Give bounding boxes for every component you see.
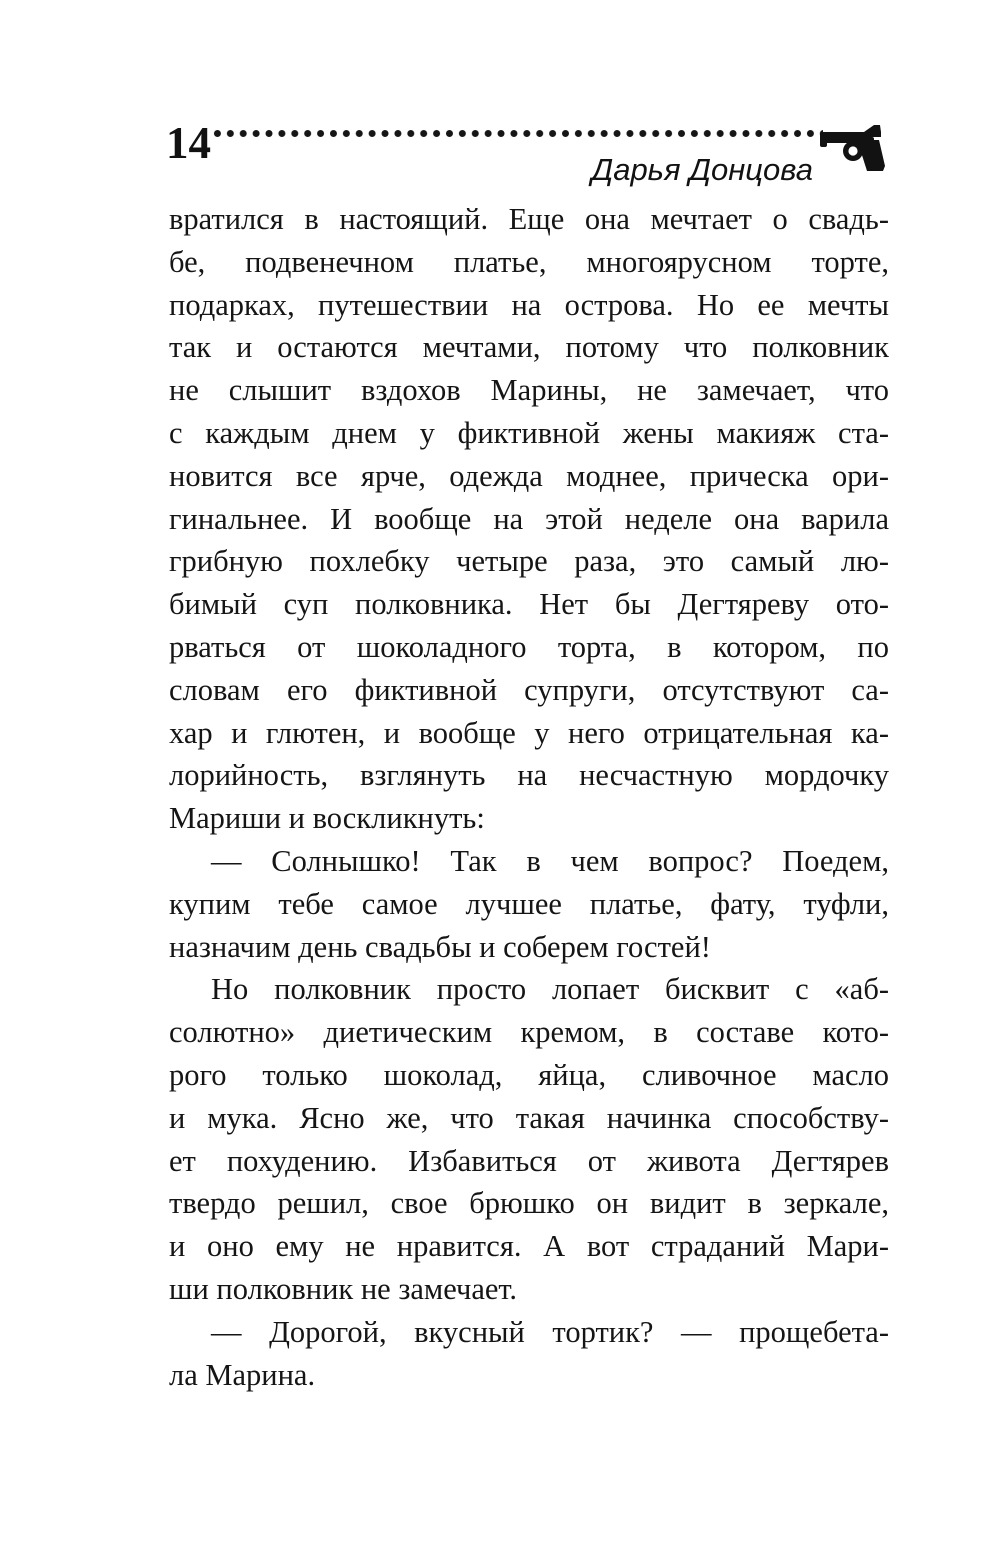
text-line: рого только шоколад, яйца, сливочное масло: [169, 1057, 889, 1092]
text-line: твердо решил, свое брюшко он видит в зеркале,: [169, 1186, 889, 1221]
text-line: Мариши и воскликнуть:: [169, 801, 485, 836]
text-line: подарках, путешествии на острова. Но ее мечты: [169, 287, 889, 322]
pistol-icon: [820, 122, 886, 174]
text-line: и мука. Ясно же, что такая начинка способству-: [169, 1100, 889, 1135]
text-line: бе, подвенечном платье, многоярусном торте,: [169, 244, 889, 279]
text-line: ла Марина.: [169, 1357, 316, 1392]
text-line: так и остаются мечтами, потому что полковник: [169, 330, 889, 365]
text-line: назначим день свадьбы и соберем гостей!: [169, 929, 711, 964]
text-line: не слышит вздохов Марины, не замечает, что: [169, 373, 889, 408]
page-body: [169, 198, 889, 1396]
text-line: — Солнышко! Так в чем вопрос? Поедем,: [211, 843, 889, 878]
text-line: ши полковник не замечает.: [169, 1271, 518, 1306]
dotted-rule: [211, 128, 823, 139]
page-number: 14: [166, 118, 211, 168]
text-line: с каждым днем у фиктивной жены макияж ста-: [169, 415, 889, 450]
text-line: купим тебе самое лучшее платье, фату, туфли,: [169, 886, 889, 921]
text-line: ет похудению. Избавиться от живота Дегтярев: [169, 1143, 889, 1178]
text-line: и оно ему не нравится. А вот страданий Мари-: [169, 1229, 889, 1264]
text-line: вратился в настоящий. Еще она мечтает о свадь-: [169, 202, 889, 236]
text-line: Но полковник просто лопает бисквит с «аб-: [211, 972, 889, 1007]
text-line: солютно» диетическим кремом, в составе кото-: [169, 1015, 889, 1050]
text-line: гинальнее. И вообще на этой неделе она варила: [169, 501, 889, 536]
text-line: хар и глютен, и вообще у него отрицательная ка-: [169, 715, 889, 750]
running-head-author: Дарья Донцова: [591, 152, 813, 187]
text-line: рваться от шоколадного торта, в котором, по: [169, 629, 889, 664]
text-line: бимый суп полковника. Нет бы Дегтяреву ото-: [169, 587, 889, 622]
text-line: лорийность, взглянуть на несчастную мордочку: [169, 758, 889, 793]
text-line: грибную похлебку четыре раза, это самый лю-: [169, 544, 889, 579]
text-line: новится все ярче, одежда моднее, прическа ори-: [169, 458, 889, 493]
text-line: — Дорогой, вкусный тортик? — прощебета-: [211, 1314, 889, 1349]
text-line: словам его фиктивной супруги, отсутствуют са-: [169, 672, 889, 707]
